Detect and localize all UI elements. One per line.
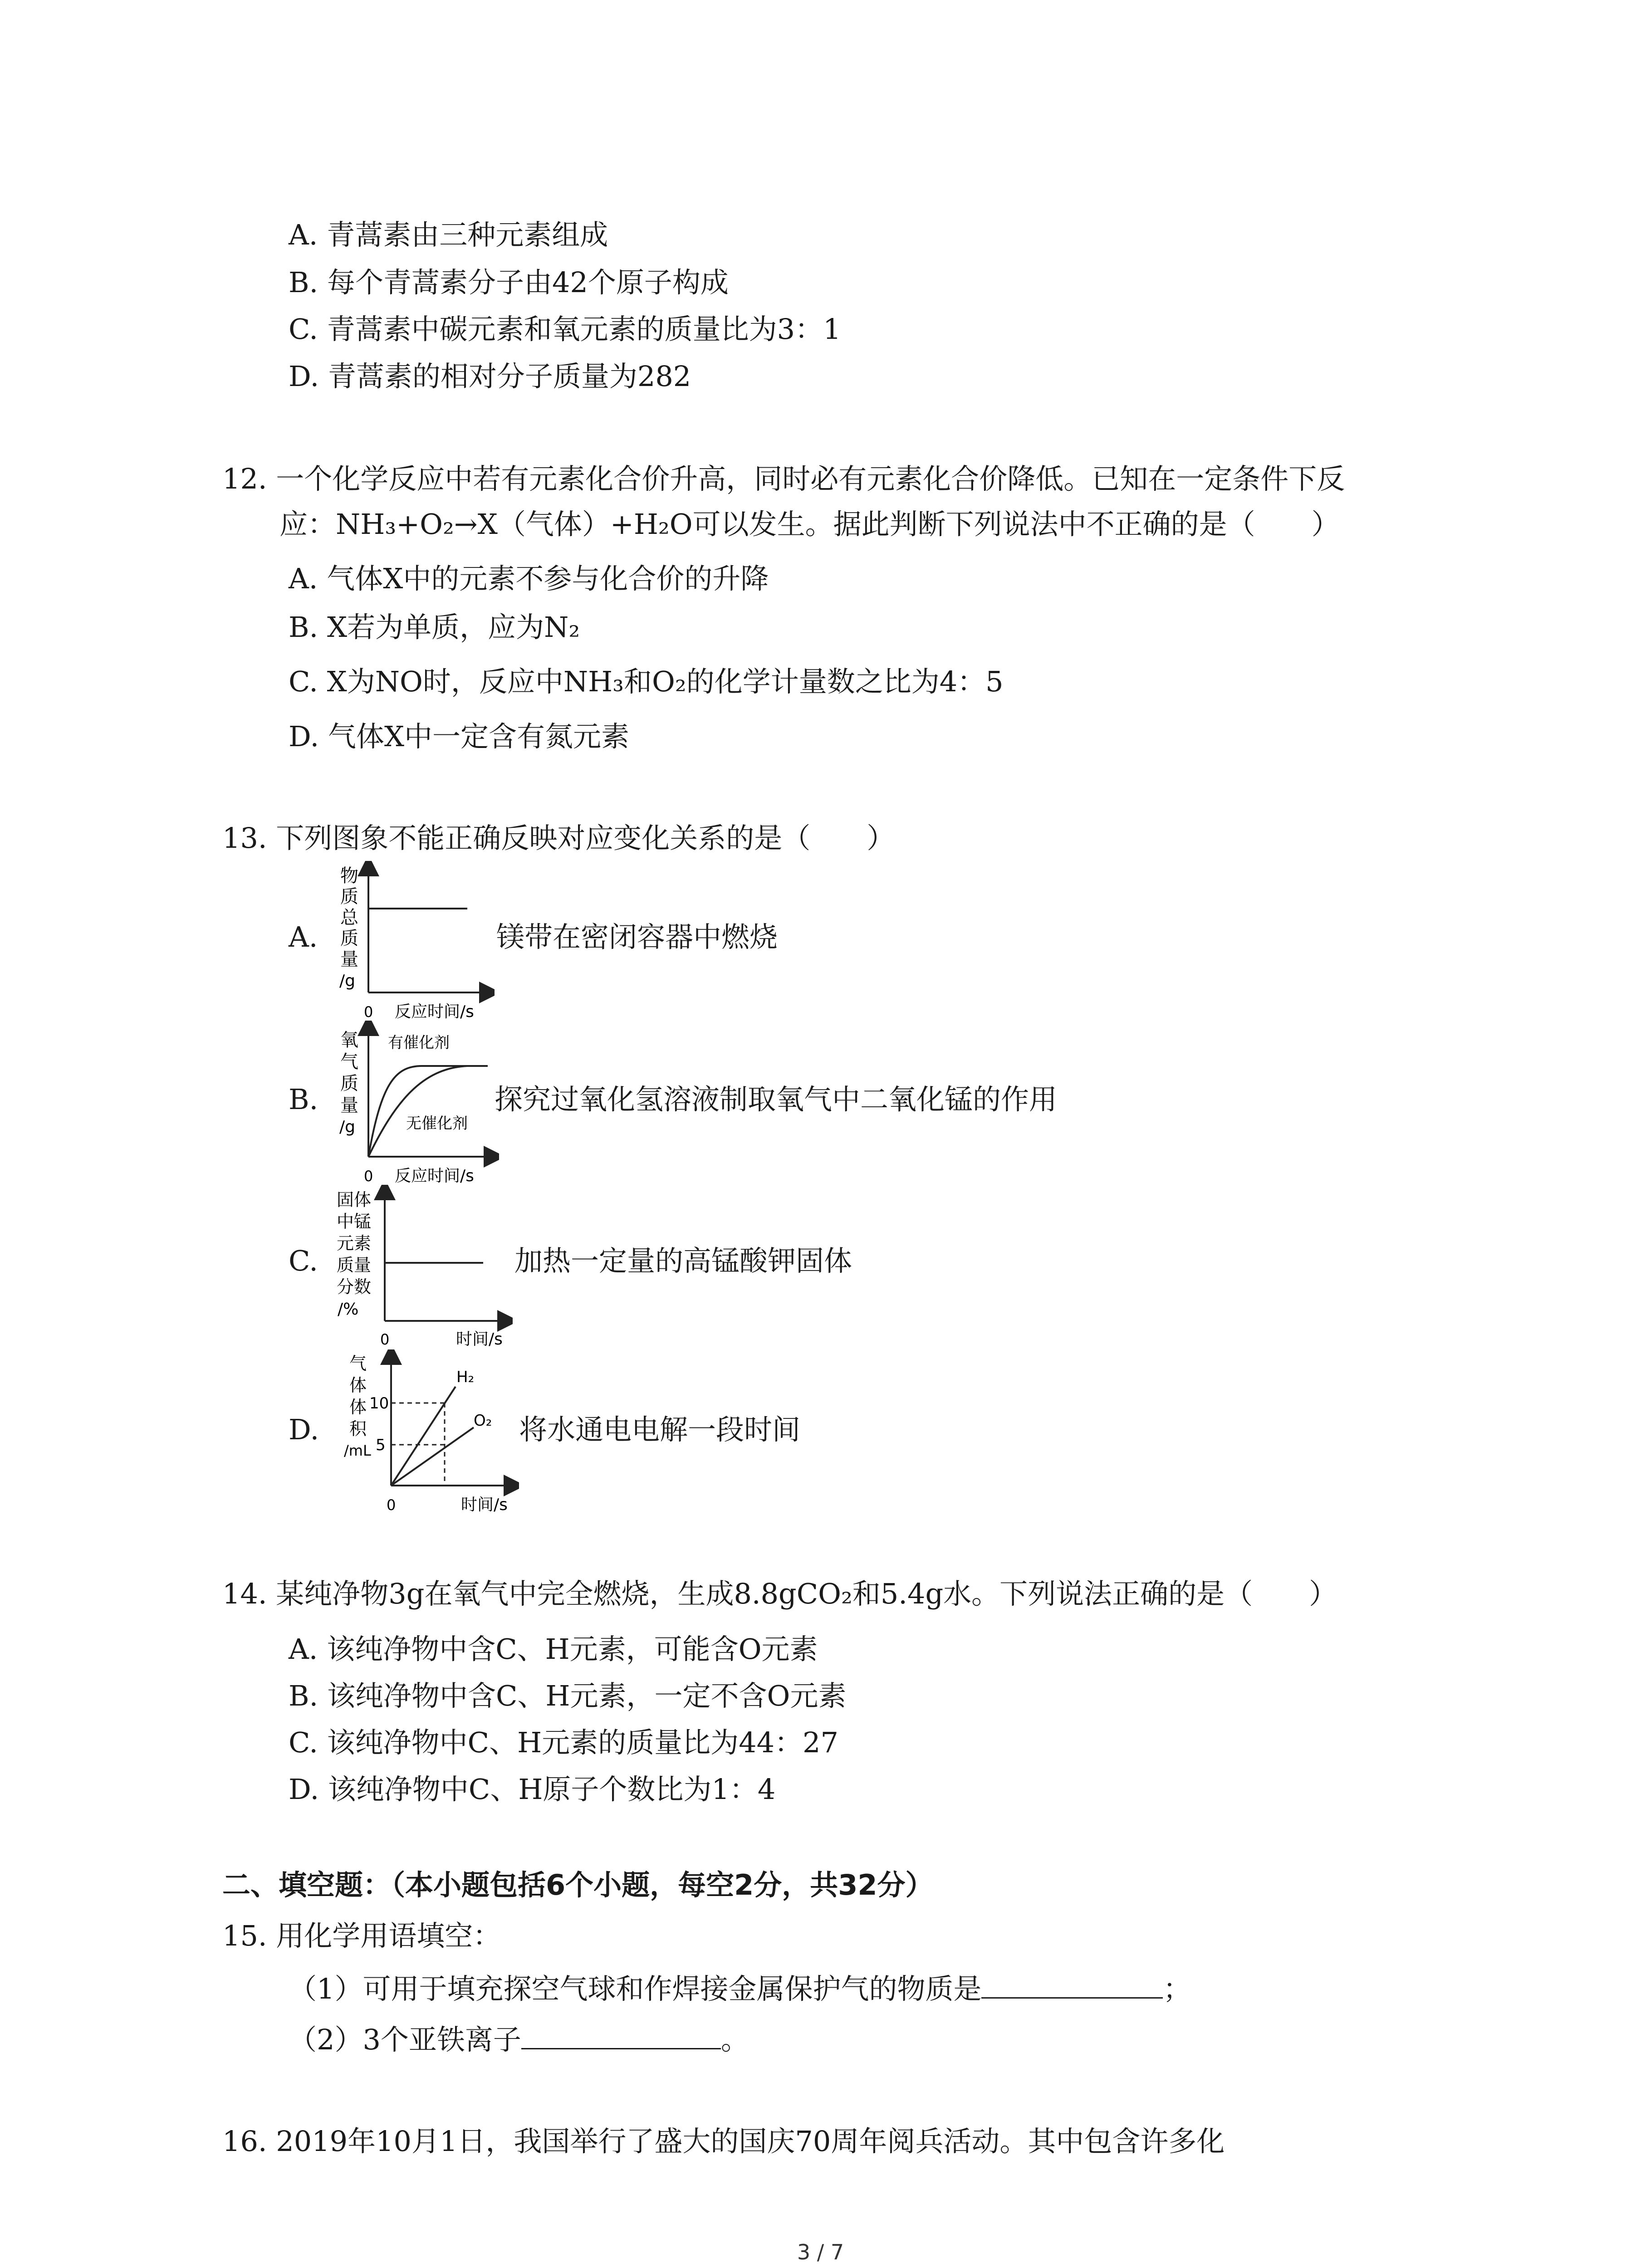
q13-d-tick-10: 10 <box>369 1394 389 1413</box>
q15-part1-end: ； <box>1163 1972 1191 2005</box>
q13-d-ylabel-2: 体 <box>349 1375 367 1395</box>
q13-c-xlabel: 时间/s <box>456 1330 503 1349</box>
q11-option-b: B. 每个青蒿素分子由42个原子构成 <box>289 266 729 299</box>
q13-a-xlabel: 反应时间/s <box>395 1002 474 1021</box>
q16-stem: 16. 2019年10月1日，我国举行了盛大的国庆70周年阅兵活动。其中包含许多化 <box>222 2125 1225 2158</box>
q13-d-ylabel-5: /mL <box>344 1442 371 1459</box>
q13-b-xlabel: 反应时间/s <box>395 1167 474 1185</box>
q13-d-tick-5: 5 <box>376 1436 386 1454</box>
q13-a-ylabel-4: 质 <box>340 928 358 949</box>
q12-stem-line2: 应：NH₃+O₂→X（气体）+H₂O可以发生。据此判断下列说法中不正确的是（ ） <box>279 508 1340 541</box>
q13-d-xlabel: 时间/s <box>461 1496 508 1514</box>
q13-b-ylabel-2: 气 <box>340 1051 358 1072</box>
q13-b-desc: 探究过氧化氢溶液制取氧气中二氧化锰的作用 <box>495 1083 1058 1116</box>
q14-option-d: D. 该纯净物中C、H原子个数比为1：4 <box>289 1773 776 1806</box>
q13-d-o2-label: O₂ <box>474 1412 492 1430</box>
q13-a-ylabel-2: 质 <box>340 886 358 907</box>
q13-b-graph <box>331 1021 499 1188</box>
q13-stem: 13. 下列图象不能正确反映对应变化关系的是（ ） <box>222 821 895 855</box>
q13-c-ylabel-2: 中锰 <box>337 1212 372 1232</box>
q13-a-origin: 0 <box>364 1003 373 1021</box>
q13-d-h2-label: H₂ <box>456 1368 475 1386</box>
q13-d-graph <box>338 1349 519 1522</box>
q12-option-d: D. 气体X中一定含有氮元素 <box>289 720 630 753</box>
q13-a-ylabel-5: 量 <box>340 949 358 970</box>
q13-a-ylabel-3: 总 <box>340 907 358 928</box>
q13-c-ylabel-1: 固体 <box>337 1190 372 1210</box>
q13-c-ylabel-6: /% <box>338 1300 359 1319</box>
q13-c-ylabel-3: 元素 <box>337 1233 372 1253</box>
q15-part2-text: （2）3个亚铁离子 <box>289 2023 521 2056</box>
q11-option-a: A. 青蒿素由三种元素组成 <box>289 218 608 251</box>
q13-c-ylabel-4: 质量 <box>337 1255 372 1275</box>
q13-a-ylabel-6: /g <box>339 972 355 990</box>
q13-b-curve-catalyst: 有催化剂 <box>388 1034 450 1052</box>
q13-b-ylabel-1: 氧 <box>340 1030 358 1051</box>
q13-d-origin: 0 <box>387 1496 396 1514</box>
q11-option-d: D. 青蒿素的相对分子质量为282 <box>289 360 691 393</box>
q14-option-c: C. 该纯净物中C、H元素的质量比为44：27 <box>289 1726 838 1759</box>
section-2-title: 二、填空题：（本小题包括6个小题，每空2分，共32分） <box>222 1868 934 1901</box>
q13-d-desc: 将水通电电解一段时间 <box>519 1413 801 1446</box>
q13-d-ylabel-3: 体 <box>349 1397 367 1417</box>
q13-b-ylabel-4: 量 <box>340 1095 358 1116</box>
q11-option-c: C. 青蒿素中碳元素和氧元素的质量比为3：1 <box>289 313 841 346</box>
q14-stem: 14. 某纯净物3g在氧气中完全燃烧，生成8.8gCO₂和5.4g水。下列说法正确的是（ ） <box>222 1577 1337 1610</box>
q13-b-origin: 0 <box>364 1168 373 1185</box>
q15-part2 <box>289 2022 749 2057</box>
q13-b-letter: B. <box>289 1083 318 1116</box>
q13-c-letter: C. <box>289 1244 318 1277</box>
page-number: 3 / 7 <box>797 2240 844 2264</box>
q13-d-letter: D. <box>289 1413 319 1446</box>
q15-part2-blank[interactable] <box>521 2022 721 2049</box>
q12-option-b: B. X若为单质，应为N₂ <box>289 611 580 644</box>
q15-part1-text: （1）可用于填充探空气球和作焊接金属保护气的物质是 <box>289 1972 982 2005</box>
q15-part2-end: 。 <box>720 2023 749 2056</box>
q13-b-curve-no-catalyst: 无催化剂 <box>406 1114 468 1133</box>
q13-c-origin: 0 <box>380 1331 390 1348</box>
q12-option-a: A. 气体X中的元素不参与化合价的升降 <box>289 562 769 595</box>
q13-c-desc: 加热一定量的高锰酸钾固体 <box>514 1244 852 1277</box>
q12-stem-line1: 12. 一个化学反应中若有元素化合价升高，同时必有元素化合价降低。已知在一定条件下反 <box>222 462 1345 495</box>
q13-c-graph <box>331 1185 513 1353</box>
q14-option-b: B. 该纯净物中含C、H元素，一定不含O元素 <box>289 1679 847 1712</box>
q13-a-letter: A. <box>289 920 318 953</box>
q13-d-ylabel-4: 积 <box>349 1419 367 1439</box>
q12-option-c: C. X为NO时，反应中NH₃和O₂的化学计量数之比为4：5 <box>289 665 1004 698</box>
q13-b-ylabel-3: 质 <box>340 1073 358 1094</box>
q13-b-ylabel-5: /g <box>339 1118 355 1136</box>
q13-a-desc: 镁带在密闭容器中燃烧 <box>496 920 778 953</box>
q13-a-graph <box>331 861 495 1024</box>
q14-option-a: A. 该纯净物中含C、H元素，可能含O元素 <box>289 1633 818 1666</box>
q15-part1-blank[interactable] <box>981 1971 1163 1999</box>
q13-a-ylabel-1: 物 <box>340 865 358 886</box>
q15-part1 <box>289 1971 1191 2006</box>
q15-stem: 15. 用化学用语填空： <box>222 1919 501 1952</box>
q13-c-ylabel-5: 分数 <box>337 1277 372 1297</box>
q13-d-ylabel-1: 气 <box>349 1354 367 1374</box>
